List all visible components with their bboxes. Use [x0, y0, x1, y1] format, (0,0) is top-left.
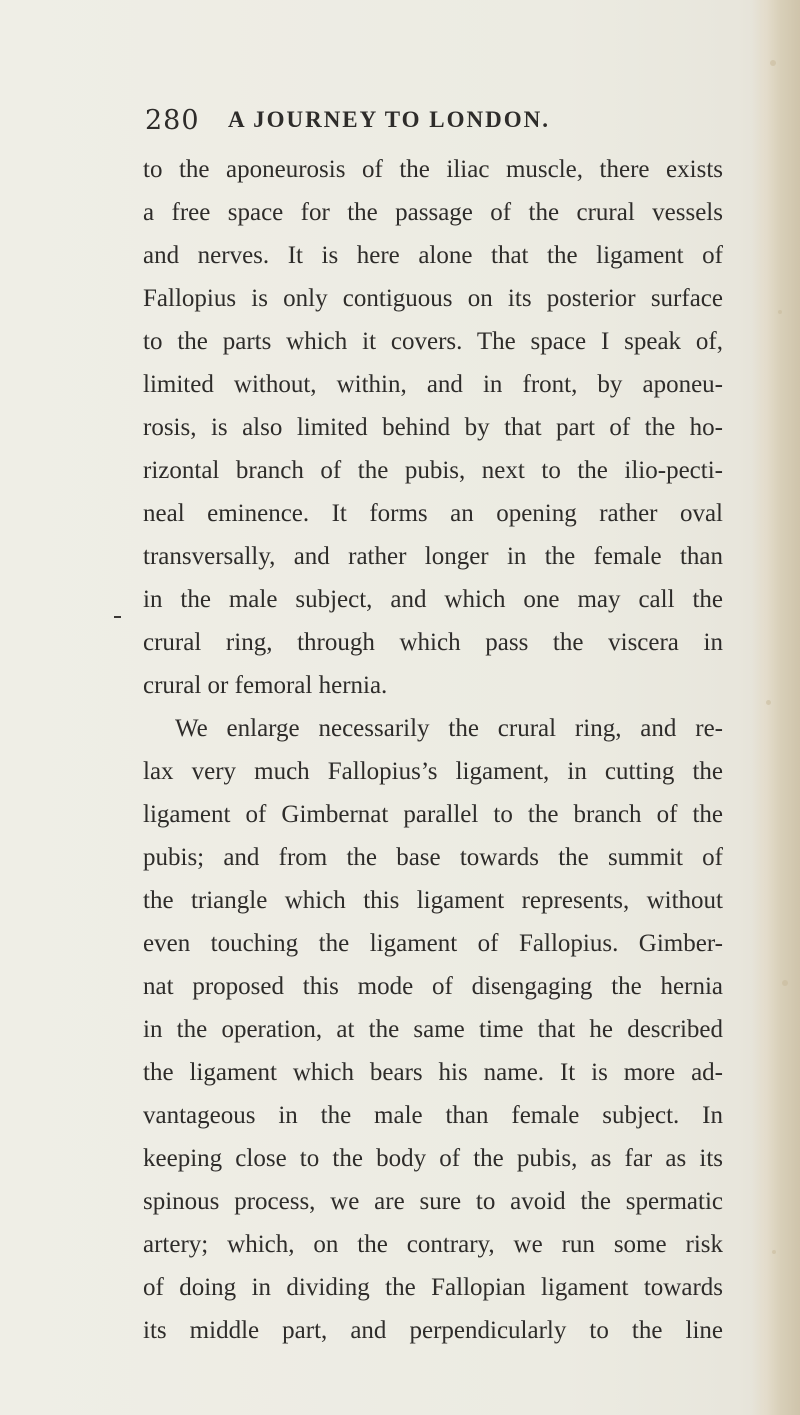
text-line: the ligament which bears his name. It is more ad- [143, 1059, 723, 1086]
text-line: transversally, and rather longer in the female than [143, 543, 723, 570]
text-line: lax very much Fallopius’s ligament, in cutting the [143, 758, 723, 785]
text-line: pubis; and from the base towards the summit of [143, 844, 723, 871]
text-line: nat proposed this mode of disengaging the hernia [143, 973, 723, 1000]
text-line: rizontal branch of the pubis, next to the ilio-pecti- [143, 457, 723, 484]
margin-mark [114, 616, 121, 618]
page-edge-shadow [752, 0, 800, 1415]
text-line: vantageous in the male than female subject. In [143, 1102, 723, 1129]
text-line: in the male subject, and which one may call the [143, 586, 723, 613]
text-line: even touching the ligament of Fallopius. Gimber- [143, 930, 723, 957]
running-title: A JOURNEY TO LONDON. [228, 107, 551, 132]
text-line: Fallopius is only contiguous on its posterior surface [143, 285, 723, 312]
text-line: spinous process, we are sure to avoid the spermatic [143, 1188, 723, 1215]
text-line: crural ring, through which pass the viscera in [143, 629, 723, 656]
text-line: We enlarge necessarily the crural ring, and re- [175, 715, 723, 742]
text-line: artery; which, on the contrary, we run some risk [143, 1231, 723, 1258]
paragraph-1 [143, 148, 723, 707]
text-line: the triangle which this ligament represents, without [143, 887, 723, 914]
page-header [145, 105, 745, 145]
text-line: a free space for the passage of the crural vessels [143, 199, 723, 226]
text-line: its middle part, and perpendicularly to the line [143, 1317, 723, 1344]
page-number: 280 [145, 105, 200, 136]
text-line: neal eminence. It forms an opening rather oval [143, 500, 723, 527]
text-line: rosis, is also limited behind by that part of the ho- [143, 414, 723, 441]
text-line: keeping close to the body of the pubis, as far as its [143, 1145, 723, 1172]
text-line: and nerves. It is here alone that the ligament of [143, 242, 723, 269]
text-line: ligament of Gimbernat parallel to the branch of the [143, 801, 723, 828]
paragraph-2 [143, 707, 723, 1352]
body-text [143, 148, 723, 1352]
text-line: to the parts which it covers. The space I speak of, [143, 328, 723, 355]
text-line: crural or femoral hernia. [143, 672, 388, 699]
text-line: to the aponeurosis of the iliac muscle, there exists [143, 156, 723, 183]
text-line: of doing in dividing the Fallopian ligament towards [143, 1274, 723, 1301]
text-line: in the operation, at the same time that he described [143, 1016, 723, 1043]
text-line: limited without, within, and in front, by aponeu- [143, 371, 723, 398]
